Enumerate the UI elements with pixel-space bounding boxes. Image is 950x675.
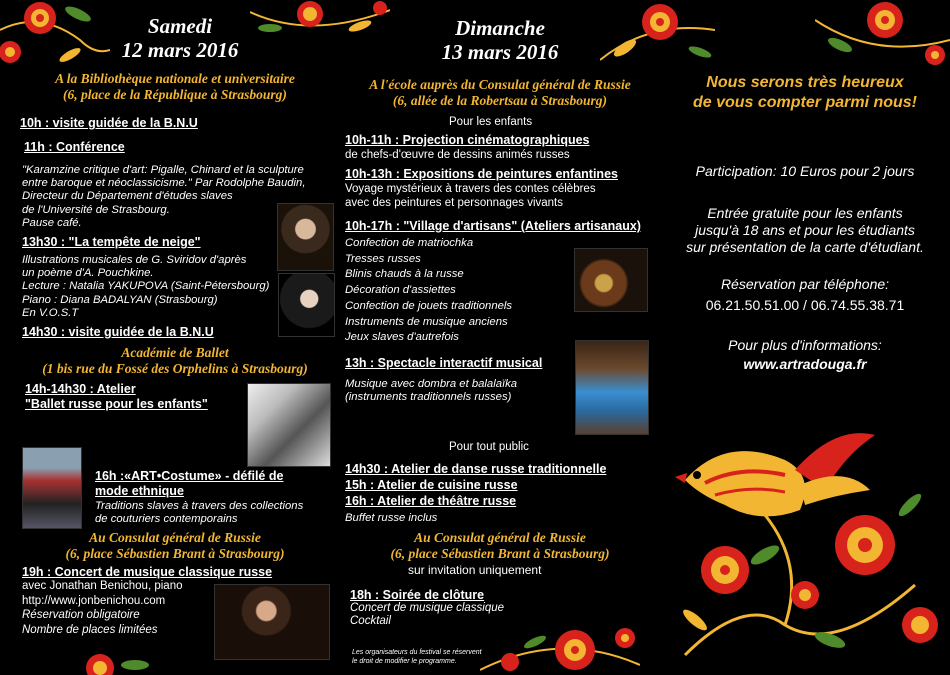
floral-ornament-bottom-left [70,640,160,675]
photo-artisan-craft [574,248,648,312]
text-line: un poème d'A. Pouchkine. [22,267,154,280]
sunday-venue-school [345,77,655,109]
event-cinema: 10h-11h : Projection cinématographiques [345,133,590,147]
sunday-date: 13 mars 2016 [441,40,559,64]
event-bnu-tour-morning: 10h : visite guidée de la B.N.U [20,116,198,130]
photo-pianist-portrait [278,273,335,337]
event-musical-show: 13h : Spectacle interactif musical [345,356,543,370]
text-line: sur présentation de la carte d'étudiant. [686,239,924,255]
text-line: Cocktail [350,615,391,628]
closing-description [350,602,504,628]
text-line: Concert de musique classique [350,602,505,614]
text-line: jusqu'à 18 ans et pour les étudiants [695,222,915,238]
event-conference: 11h : Conférence [24,140,125,154]
venue-name: A la Bibliothèque nationale et universitaire [55,71,295,86]
text-line: Musique avec dombra et balalaïka [345,378,518,390]
reservation-label: Réservation par téléphone: [720,276,890,292]
photo-costume-model [22,447,82,529]
text-line: Lecture : Natalia YAKUPOVA (Saint-Pétersbourg) [22,280,270,293]
saturday-heading [80,14,280,62]
venue-address: (6, place Sébastien Brant à Strasbourg) [65,546,285,561]
saturday-day: Samedi [147,14,213,38]
floral-ornament-top-right [815,0,950,70]
event-artisan-village: 10h-17h : "Village d'artisans" (Ateliers artisanaux) [345,219,641,233]
photo-ballet-dancers [247,383,331,467]
firebird-ornament [665,395,950,675]
text-line: Entrée gratuite pour les enfants [707,205,903,221]
text-line: Pause café. [22,216,82,229]
text-line: avec des peintures et personnages vivants [345,197,563,209]
list-item: Blinis chauds à la russe [345,268,464,281]
list-item: Tresses russes [345,252,421,265]
musical-show-description [345,378,517,404]
painting-description [345,182,596,210]
text-line: Nous serons très heureux [706,74,904,91]
snowstorm-description [22,254,282,320]
text-line: Traditions slaves à travers des collections [95,500,304,512]
text-line: Voyage mystérieux à travers des contes célèbres [345,183,596,195]
saturday-venue-ballet [20,345,330,377]
phone-numbers[interactable]: 06.21.50.51.00 / 06.74.55.38.71 [705,297,905,313]
event-cooking-workshop: 15h : Atelier de cuisine russe [345,478,518,492]
website-link[interactable]: www.artradouga.fr [743,356,867,372]
text-line: de l'Université de Strasbourg. [22,203,170,216]
text-line: Nombre de places limitées [22,623,158,636]
event-theatre-workshop: 16h : Atelier de théâtre russe [345,494,517,508]
artisan-workshop-list [345,236,545,346]
invitation-only-note: sur invitation uniquement [408,563,542,577]
concert-details [22,579,222,637]
program-disclaimer [352,648,482,666]
text-line: En V.O.S.T [22,306,79,319]
event-bnu-tour-afternoon: 14h30 : visite guidée de la B.N.U [22,325,214,339]
costume-description [95,500,325,526]
saturday-venue-bnu [20,71,330,103]
sunday-day: Dimanche [455,16,545,40]
sunday-heading [400,17,600,65]
list-item: Jeux slaves d'autrefois [345,331,459,344]
text-line: Réservation obligatoire [22,609,140,621]
saturday-date: 12 mars 2016 [121,38,239,62]
venue-address: (6, allée de la Robertsau à Strasbourg) [392,93,608,108]
free-entry-note [650,205,950,256]
text-line: de vous compter parmi nous! [692,94,918,111]
list-item: Décoration d'assiettes [345,284,456,297]
list-item: Confection de matriochka [345,237,474,249]
event-painting-exhibition: 10h-13h : Expositions de peintures enfantines [345,167,618,181]
public-section-label: Pour tout public [449,441,529,453]
text-line: (instruments traditionnels russes) [345,391,512,404]
venue-name: A l'école auprès du Consulat général de Russie [369,77,631,92]
floral-ornament-top-center-right [600,0,715,70]
venue-name: Au Consulat général de Russie [414,530,586,545]
participation-price: Participation: 10 Euros pour 2 jours [695,163,915,179]
text-line: Piano : Diana BADALYAN (Strasbourg) [22,293,218,306]
venue-address: (6, place de la République à Strasbourg) [63,87,287,102]
text-line: Illustrations musicales de G. Sviridov d'après [22,254,247,266]
event-title-line: "Ballet russe pour les enfants" [25,397,208,411]
venue-name: Au Consulat général de Russie [89,530,261,545]
buffet-note: Buffet russe inclus [345,512,438,524]
event-title-line: 14h-14h30 : Atelier [25,382,136,396]
text-line: Les organisateurs du festival se réservent [352,649,482,656]
venue-address: (6, place Sébastien Brant à Strasbourg) [390,546,610,561]
photo-pushkin-portrait [277,203,334,271]
saturday-venue-consulate [20,530,330,562]
text-line: Directeur du Département d'études slaves [22,190,233,203]
venue-address: (1 bis rue du Fossé des Orphelins à Strasbourg) [42,361,308,376]
welcome-message [660,73,950,113]
event-classical-concert: 19h : Concert de musique classique russe [22,565,273,579]
photo-pianist-benichou [214,584,330,660]
concert-website-link[interactable]: http://www.jonbenichou.com [22,594,166,607]
sunday-venue-consulate [335,530,665,562]
event-snowstorm: 13h30 : "La tempête de neige" [22,235,201,249]
event-title-line: 16h :«ART•Costume» - défilé de [95,469,284,483]
kids-section-label: Pour les enfants [449,116,533,128]
event-dance-workshop: 14h30 : Atelier de danse russe traditionnelle [345,462,607,476]
list-item: Instruments de musique anciens [345,315,508,328]
cinema-description: de chefs-d'œuvre de dessins animés russes [345,149,570,161]
event-title-line: mode ethnique [95,484,184,498]
text-line: de couturiers contemporains [95,513,238,526]
venue-name: Académie de Ballet [121,345,229,360]
more-info-label: Pour plus d'informations: [728,337,882,353]
event-ballet-workshop [25,382,208,412]
event-closing-evening: 18h : Soirée de clôture [350,588,485,602]
text-line: avec Jonathan Benichou, piano [22,580,183,592]
list-item: Confection de jouets traditionnels [345,299,513,312]
photo-balalaika-player [575,340,649,435]
event-costume-show [95,469,283,499]
text-line: "Karamzine critique d'art: Pigalle, Chinard et la sculpture [22,164,304,176]
text-line: entre baroque et néoclassicisme." Par Rodolphe Baudin, [22,177,306,190]
text-line: le droit de modifier le programme. [352,658,457,665]
